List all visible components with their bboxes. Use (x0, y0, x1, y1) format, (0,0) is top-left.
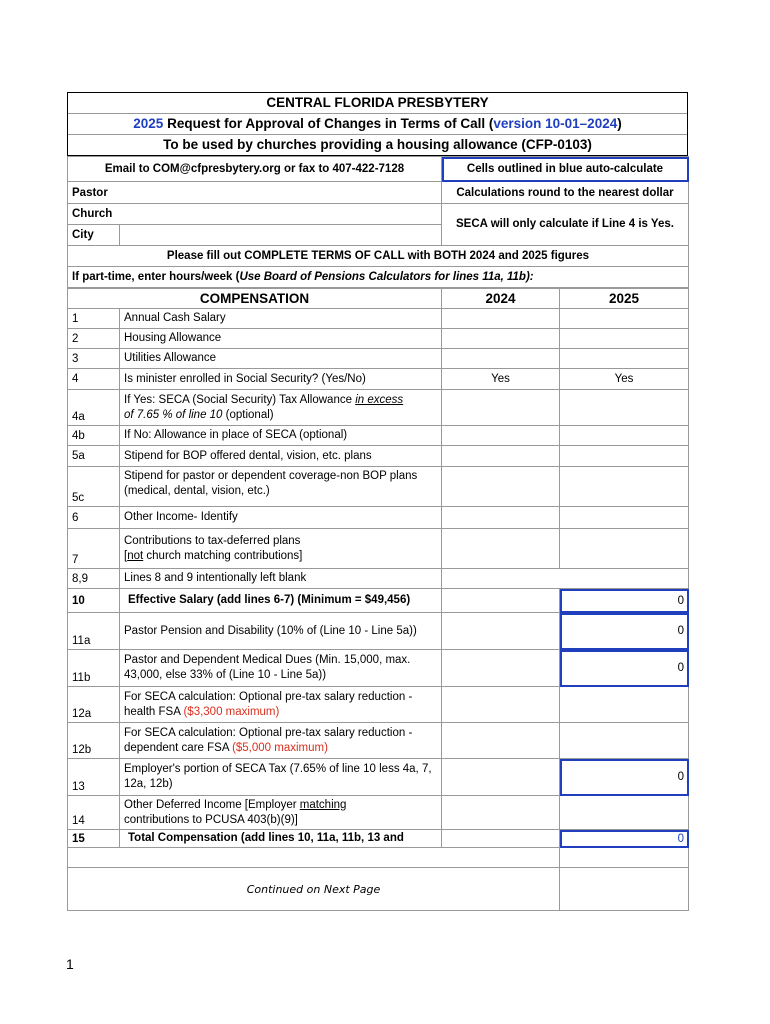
table-row: 13 Employer's portion of SECA Tax (7.65% of line 10 less 4a, 7, 12a, 12b) 0 (68, 759, 689, 796)
table-row: 4b If No: Allowance in place of SECA (optional) (68, 426, 689, 446)
table-row: 12b For SECA calculation: Optional pre-tax salary reduction - dependent care FSA ($5,000 maximum) (68, 723, 689, 759)
form-header (67, 92, 688, 156)
city-label: City (68, 225, 120, 246)
table-row: 12a For SECA calculation: Optional pre-tax salary reduction - health FSA ($3,300 maximum) (68, 687, 689, 723)
compensation-heading: COMPENSATION (68, 289, 442, 309)
page-number: 1 (66, 956, 74, 972)
table-row: 5c Stipend for pastor or dependent coverage-non BOP plans (medical, dental, vision, etc.) (68, 467, 689, 507)
value-2025-auto: 0 (560, 830, 689, 848)
table-row: 2 Housing Allowance (68, 329, 689, 349)
value-2024[interactable]: Yes (442, 369, 560, 390)
subtitle: To be used by churches providing a housing allowance (CFP-0103) (163, 137, 592, 152)
table-row: 8,9 Lines 8 and 9 intentionally left blank (68, 569, 689, 589)
value-2025-auto: 0 (560, 613, 689, 650)
table-row: 6 Other Income- Identify (68, 507, 689, 529)
seca-note: SECA will only calculate if Line 4 is Yes. (442, 204, 689, 246)
request-year: 2025 (133, 116, 164, 131)
table-row: 14 Other Deferred Income [Employer matching contributions to PCUSA 403(b)(9)] (68, 796, 689, 830)
version-label: version 10-01–2024 (493, 116, 618, 131)
value-2024[interactable] (442, 759, 560, 796)
value-2024[interactable] (442, 529, 560, 569)
value-2025[interactable] (560, 687, 689, 723)
church-label: Church (68, 204, 442, 225)
fill-note: Please fill out COMPLETE TERMS OF CALL with BOTH 2024 and 2025 figures (68, 246, 689, 267)
blank-cell (442, 569, 689, 589)
table-row: 1 Annual Cash Salary (68, 309, 689, 329)
value-2025[interactable] (560, 446, 689, 467)
value-2024[interactable] (442, 589, 560, 613)
city-input[interactable] (120, 225, 442, 246)
terms-of-call-form (67, 92, 688, 911)
value-2024[interactable] (442, 507, 560, 529)
blue-cells-note: Cells outlined in blue auto-calculate (442, 157, 689, 182)
table-row: 15 Total Compensation (add lines 10, 11a, 11b, 13 and 0 (68, 830, 689, 848)
value-2024[interactable] (442, 426, 560, 446)
value-2025[interactable] (560, 309, 689, 329)
value-2025[interactable] (560, 796, 689, 830)
request-text: Request for Approval of Changes in Terms of Call ( (163, 116, 494, 131)
value-2024[interactable] (442, 329, 560, 349)
value-2025[interactable] (560, 426, 689, 446)
value-2025-auto: 0 (560, 650, 689, 687)
value-2025[interactable] (560, 507, 689, 529)
pastor-label: Pastor (68, 182, 442, 204)
value-2025[interactable] (560, 390, 689, 426)
value-2025[interactable] (560, 723, 689, 759)
value-2024[interactable] (442, 650, 560, 687)
table-row: 4a If Yes: SECA (Social Security) Tax Allowance in excess of 7.65 % of line 10 (optional) (68, 390, 689, 426)
value-2025[interactable] (560, 349, 689, 369)
value-2024[interactable] (442, 687, 560, 723)
request-title: 2025 Request for Approval of Changes in Terms of Call (version 10-01–2024) (68, 114, 687, 135)
col-2024: 2024 (442, 289, 560, 309)
value-2025[interactable] (560, 329, 689, 349)
value-2024[interactable] (442, 309, 560, 329)
compensation-table (67, 288, 689, 911)
value-2025[interactable] (560, 529, 689, 569)
value-2024[interactable] (442, 390, 560, 426)
table-row: 11a Pastor Pension and Disability (10% of (Line 10 - Line 5a)) 0 (68, 613, 689, 650)
value-2025-auto: 0 (560, 759, 689, 796)
value-2024[interactable] (442, 446, 560, 467)
table-row: 10 Effective Salary (add lines 6-7) (Minimum = $49,456) 0 (68, 589, 689, 613)
value-2024[interactable] (442, 723, 560, 759)
parttime-line[interactable]: If part-time, enter hours/week (Use Board of Pensions Calculators for lines 11a, 11b): (68, 267, 689, 288)
continued-note: Continued on Next Page (68, 868, 560, 911)
value-2024[interactable] (442, 613, 560, 650)
value-2024[interactable] (442, 467, 560, 507)
value-2024[interactable] (442, 830, 560, 848)
info-table (67, 156, 689, 288)
table-row: 4 Is minister enrolled in Social Security? (Yes/No) Yes Yes (68, 369, 689, 390)
value-2024[interactable] (442, 796, 560, 830)
table-row: 5a Stipend for BOP offered dental, vision, etc. plans (68, 446, 689, 467)
table-row: 7 Contributions to tax-deferred plans [not church matching contributions] (68, 529, 689, 569)
value-2024[interactable] (442, 349, 560, 369)
table-row: 11b Pastor and Dependent Medical Dues (Min. 15,000, max. 43,000, else 33% of (Line 10 - Line 5a)) 0 (68, 650, 689, 687)
org-title: CENTRAL FLORIDA PRESBYTERY (68, 93, 687, 114)
value-2025[interactable] (560, 467, 689, 507)
email-line: Email to COM@cfpresbytery.org or fax to 407-422-7128 (68, 157, 442, 182)
col-2025: 2025 (560, 289, 689, 309)
value-2025[interactable]: Yes (560, 369, 689, 390)
table-row: 3 Utilities Allowance (68, 349, 689, 369)
value-2025-auto: 0 (560, 589, 689, 613)
round-note: Calculations round to the nearest dollar (442, 182, 689, 204)
